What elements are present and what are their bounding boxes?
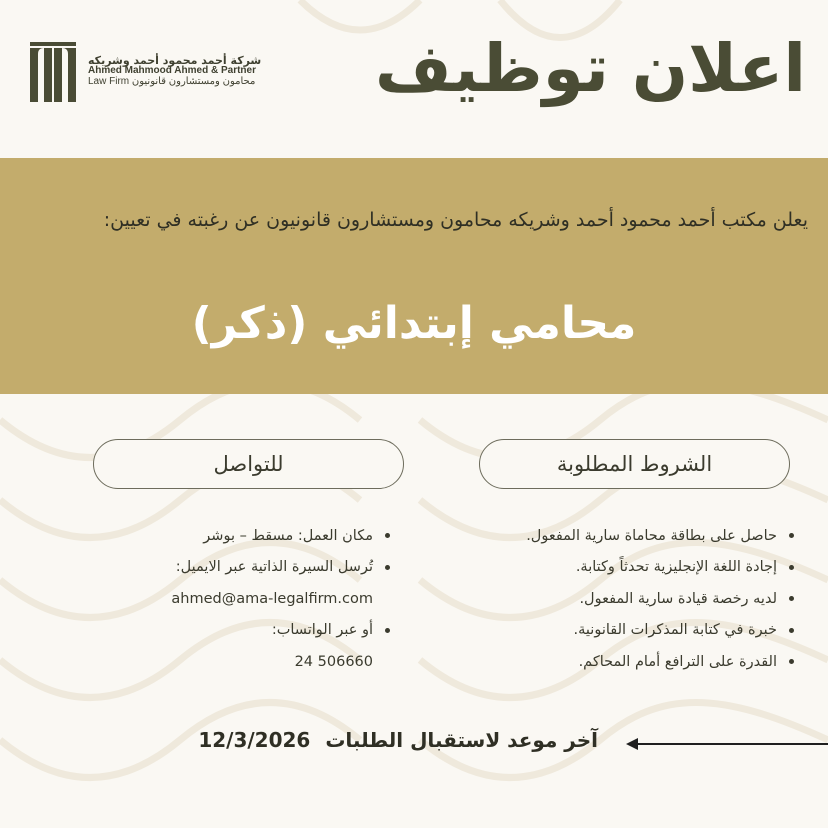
list-item (394, 552, 794, 584)
list-item (394, 646, 794, 678)
bullet-icon (789, 659, 794, 664)
list-item (394, 520, 794, 552)
requirement-text: خبرة في كتابة المذكرات القانونية. (573, 622, 777, 639)
bullet-icon (385, 565, 390, 570)
brand-tag-arabic: محامون ومستشارون قانونيون (131, 75, 256, 87)
email-link[interactable]: ahmed@ama-legalfirm.com (171, 590, 373, 607)
list-item (394, 615, 794, 647)
bullet-icon (789, 565, 794, 570)
brand-tag-english: Law Firm (88, 75, 130, 87)
arrow-left-icon (626, 735, 828, 753)
whatsapp-label: أو عبر الواتساب: (271, 622, 373, 639)
contact-whatsapp-row (140, 615, 390, 647)
requirement-text: إجادة اللغة الإنجليزية تحدثاً وكتابة. (575, 559, 777, 576)
position-title: محامي إبتدائي (ذكر) (191, 298, 637, 349)
intro-text: يعلن مكتب أحمد محمود أحمد وشريكه محامون ومستشارون قانونيون عن رغبته في تعيين: (103, 209, 808, 231)
bullet-icon (385, 628, 390, 633)
brand-tagline (88, 77, 261, 88)
announcement-band (0, 158, 828, 394)
cv-label: تُرسل السيرة الذاتية عبر الايميل: (175, 559, 373, 576)
phone-number[interactable]: 24 506660 (294, 653, 373, 670)
bullet-icon (385, 533, 390, 538)
requirement-text: لديه رخصة قيادة سارية المفعول. (579, 590, 777, 607)
bullet-icon (789, 533, 794, 538)
contact-heading: للتواصل (93, 439, 404, 489)
bullet-icon (789, 596, 794, 601)
contact-cv-row (140, 552, 390, 584)
contact-phone-row (140, 646, 390, 678)
list-item (394, 583, 794, 615)
requirements-list (394, 520, 794, 678)
requirement-text: القدرة على الترافع أمام المحاكم. (578, 653, 777, 670)
deadline (198, 728, 598, 752)
brand-text (88, 55, 261, 88)
work-location: مكان العمل: مسقط – بوشر (203, 527, 373, 544)
contact-email-row (140, 583, 390, 615)
bullet-icon (789, 628, 794, 633)
brand-logo (28, 40, 261, 102)
brand-name-english: Ahmed Mahmood Ahmed & Partner (88, 65, 256, 77)
requirements-heading: الشروط المطلوبة (479, 439, 790, 489)
deadline-date: 12/3/2026 (198, 728, 311, 752)
law-firm-logo-icon (28, 40, 78, 102)
brand-name-arabic: شركة أحمد محمود أحمد وشريكه (88, 53, 262, 67)
contact-list (140, 520, 390, 678)
contact-location-row (140, 520, 390, 552)
page-title: اعلان توظيف (375, 30, 806, 107)
requirement-text: حاصل على بطاقة محاماة سارية المفعول. (526, 527, 777, 544)
deadline-label: آخر موعد لاستقبال الطلبات (325, 728, 598, 752)
